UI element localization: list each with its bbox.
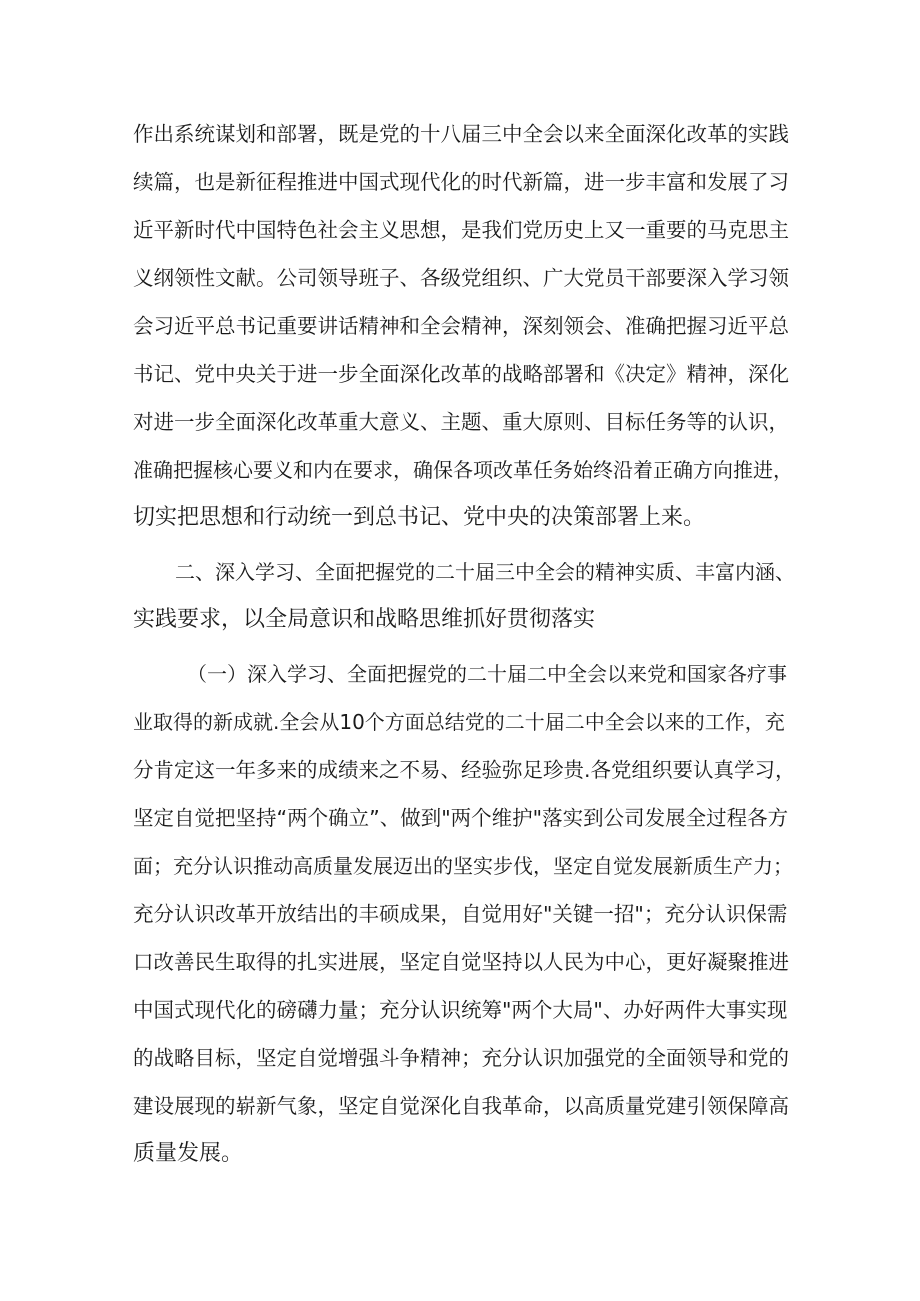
paragraph-line: 书记、党中央关于进一步全面深化改革的战略部署和《决定》精神，深化	[133, 362, 789, 386]
paragraph-line: 切实把思想和行动统一到总书记、党中央的决策部署上来。	[133, 505, 706, 530]
paragraph-line: 会习近平总书记重要讲话精神和全会精神，深刻领会、准确把握习近平总	[133, 314, 789, 338]
paragraph-line: 近平新时代中国特色社会主义思想，是我们党历史上又一重要的马克思主	[133, 218, 789, 242]
paragraph-line: 义纲领性文献。公司领导班子、各级党组织、广大党员干部要深入学习领	[133, 266, 789, 290]
paragraph-line: 业取得的新成就.全会从10个方面总结党的二十届二中全会以来的工作，充	[133, 710, 785, 734]
paragraph-line: 的战略目标，坚定自觉增强斗争精神；充分认识加强党的全面领导和党的	[133, 1046, 789, 1070]
paragraph-line: （一）深入学习、全面把握党的二十届二中全会以来党和国家各疗事	[187, 662, 787, 686]
section-heading-line: 二、深入学习、全面把握党的二十届三中全会的精神实质、丰富内涵、	[175, 560, 795, 584]
paragraph-line: 建设展现的崭新气象，坚定自觉深化自我革命，以高质量党建引领保障高	[133, 1094, 789, 1118]
paragraph-line: 口改善民生取得的扎实进展，坚定自觉坚持以人民为中心，更好凝聚推进	[133, 950, 789, 974]
paragraph-line: 中国式现代化的磅礴力量；充分认识统筹"两个大局"、办好两件大事实现	[133, 998, 788, 1022]
paragraph-line: 质量发展。	[133, 1141, 244, 1166]
section-heading-line: 实践要求，以全局意识和战略思维抓好贯彻落实	[133, 607, 596, 632]
paragraph-line: 续篇，也是新征程推进中国式现代化的时代新篇，进一步丰富和发展了习	[133, 170, 789, 194]
paragraph-line: 分肯定这一年多来的成绩来之不易、经验弥足珍贵.各党组织要认真学习，	[133, 758, 796, 782]
paragraph-line: 坚定自觉把坚持“两个确立”、做到"两个维护"落实到公司发展全过程各方	[133, 806, 789, 830]
paragraph-line: 对进一步全面深化改革重大意义、主题、重大原则、目标任务等的认识，	[133, 410, 789, 434]
paragraph-line: 充分认识改革开放结出的丰硕成果，自觉用好"关键一招"；充分认识保需	[133, 902, 788, 926]
paragraph-line: 作出系统谋划和部署，既是党的十八届三中全会以来全面深化改革的实践	[133, 122, 789, 146]
paragraph-line: 准确把握核心要义和内在要求，确保各项改革任务始终沿着正确方向推进，	[133, 458, 793, 482]
paragraph-line: 面；充分认识推动高质量发展迈出的坚实步伐，坚定自觉发展新质生产力；	[133, 854, 793, 878]
